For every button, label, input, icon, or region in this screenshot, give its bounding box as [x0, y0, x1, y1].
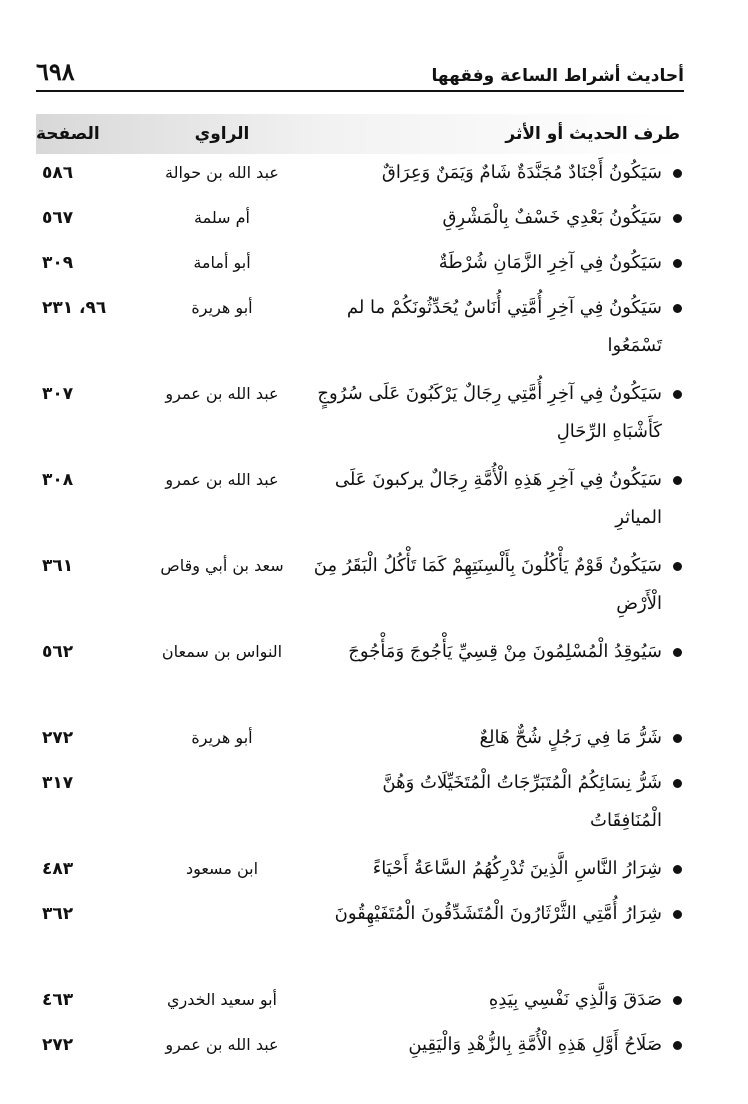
page-cell: ٤٨٣	[42, 859, 74, 879]
page-cell: ٣٦١	[42, 556, 74, 576]
hadith-text: سَيَكُونُ أَجْنَادٌ مُجَنَّدَةٌ شَامٌ وَيَمَنٌ وَعِرَاقٌ	[381, 162, 662, 183]
bullet-icon	[673, 169, 682, 178]
narrator-cell: أبو هريرة	[191, 728, 253, 747]
page-cell: ٣٦٢	[42, 904, 74, 924]
bullet-icon	[673, 214, 682, 223]
bullet-icon	[673, 562, 682, 571]
column-header-narrator: الراوي	[194, 124, 250, 144]
table-row	[36, 1026, 684, 1071]
narrator-cell: أبو سعيد الخدري	[167, 990, 277, 1009]
hadith-text: شِرَارُ النَّاسِ الَّذِينَ تُدْرِكُهُمُ السَّاعَةُ أَحْيَاءً	[372, 858, 662, 879]
bullet-icon	[673, 390, 682, 399]
narrator-cell: أم سلمة	[194, 208, 250, 227]
hadith-text: شَرُّ مَا فِي رَجُلٍ شُحٌّ هَالِعٌ	[479, 727, 662, 748]
bullet-icon	[673, 910, 682, 919]
bullet-icon	[673, 779, 682, 788]
hadith-text: سَيَكُونُ فِي آخِرِ هَذِهِ الْأُمَّةِ رِجَالٌ يركبونَ عَلَى المياثرِ	[334, 469, 662, 528]
book-title: أحاديث أشراط الساعة وفقهها	[431, 66, 684, 86]
page-cell: ٣٠٩	[42, 253, 74, 273]
running-header	[36, 56, 684, 92]
table-row	[36, 289, 684, 375]
page-cell: ٣٠٨	[42, 470, 74, 490]
page-cell: ٣١٧	[42, 773, 74, 793]
table-row	[36, 244, 684, 289]
narrator-cell: النواس بن سمعان	[161, 642, 283, 661]
bullet-icon	[673, 476, 682, 485]
table-row	[36, 850, 684, 895]
hadith-text: صَلَاحُ أَوَّلِ هَذِهِ الْأُمَّةِ بِالزُّهْدِ وَالْيَقِينِ	[408, 1034, 662, 1055]
column-header-text: طرف الحديث أو الأثر	[505, 124, 680, 144]
page-cell: ٤٦٣	[42, 990, 74, 1010]
narrator-cell: عبد الله بن عمرو	[165, 384, 279, 403]
page-cell: ٣٠٧	[42, 384, 74, 404]
bullet-icon	[673, 865, 682, 874]
narrator-cell: سعد بن أبي وقاص	[160, 556, 284, 575]
table-row	[36, 154, 684, 199]
bullet-icon	[673, 1041, 682, 1050]
table-row	[36, 895, 684, 981]
table-header	[36, 114, 684, 154]
hadith-text: سَيَكُونُ فِي آخِرِ الزَّمَانِ شُرْطَةٌ	[438, 252, 662, 273]
hadith-text: سَيَكُونُ قَوْمٌ يَأْكُلُونَ بِأَلْسِنَتِهِمْ كَمَا تَأْكُلُ الْبَقَرُ مِنَ الْأَرْضِ	[313, 555, 662, 614]
narrator-cell: أبو هريرة	[191, 298, 253, 317]
table-row	[36, 719, 684, 764]
table-row	[36, 633, 684, 719]
page-cell: ٩٦، ٢٣١	[42, 298, 107, 318]
hadith-index-table	[36, 114, 684, 1071]
bullet-icon	[673, 304, 682, 313]
column-header-page: الصفحة	[36, 124, 100, 144]
page-cell: ٢٧٢	[42, 1035, 74, 1055]
hadith-text: سَيَكُونُ بَعْدِي خَسْفٌ بِالْمَشْرِقِ	[442, 207, 662, 228]
narrator-cell: عبد الله بن عمرو	[165, 470, 279, 489]
page-cell: ٥٦٧	[42, 208, 74, 228]
hadith-text: سَيَكُونُ فِي آخِرِ أُمَّتِي رِجَالٌ يَرْكَبُونَ عَلَى سُرُوجٍ كَأَشْبَاهِ الرِّحَالِ	[317, 383, 662, 442]
table-row	[36, 547, 684, 633]
table-row	[36, 981, 684, 1026]
hadith-text: سَيُوقِدُ الْمُسْلِمُونَ مِنْ قِسِيِّ يَأْجُوجَ وَمَأْجُوجَ	[348, 641, 662, 662]
page-number: ٦٩٨	[36, 57, 75, 86]
hadith-text: شَرُّ نِسَائِكُمُ الْمُتَبَرِّجَاتُ الْمُتَخَيِّلَاتُ وَهُنَّ الْمُنَافِقَاتُ	[382, 772, 662, 831]
table-row	[36, 199, 684, 244]
table-row	[36, 375, 684, 461]
hadith-text: صَدَقَ وَالَّذِي نَفْسِي بِيَدِهِ	[488, 989, 662, 1010]
narrator-cell: أبو أمامة	[193, 253, 251, 272]
hadith-text: سَيَكُونُ فِي آخِرِ أُمَّتِي أُنَاسٌ يُحَدِّثُونَكُمْ ما لم تَسْمَعُوا	[346, 297, 662, 356]
bullet-icon	[673, 259, 682, 268]
narrator-cell: عبد الله بن حوالة	[165, 163, 279, 182]
table-row	[36, 461, 684, 547]
narrator-cell: عبد الله بن عمرو	[165, 1035, 279, 1054]
page-cell: ٥٨٦	[42, 163, 74, 183]
table-row	[36, 764, 684, 850]
hadith-text: شِرَارُ أُمَّتِي الثَّرْثَارُونَ الْمُتَشَدِّقُونَ الْمُتَفَيْهِقُونَ	[334, 903, 662, 924]
bullet-icon	[673, 734, 682, 743]
bullet-icon	[673, 648, 682, 657]
page-cell: ٥٦٢	[42, 642, 74, 662]
narrator-cell: ابن مسعود	[185, 859, 259, 878]
page-cell: ٢٧٢	[42, 728, 74, 748]
bullet-icon	[673, 996, 682, 1005]
